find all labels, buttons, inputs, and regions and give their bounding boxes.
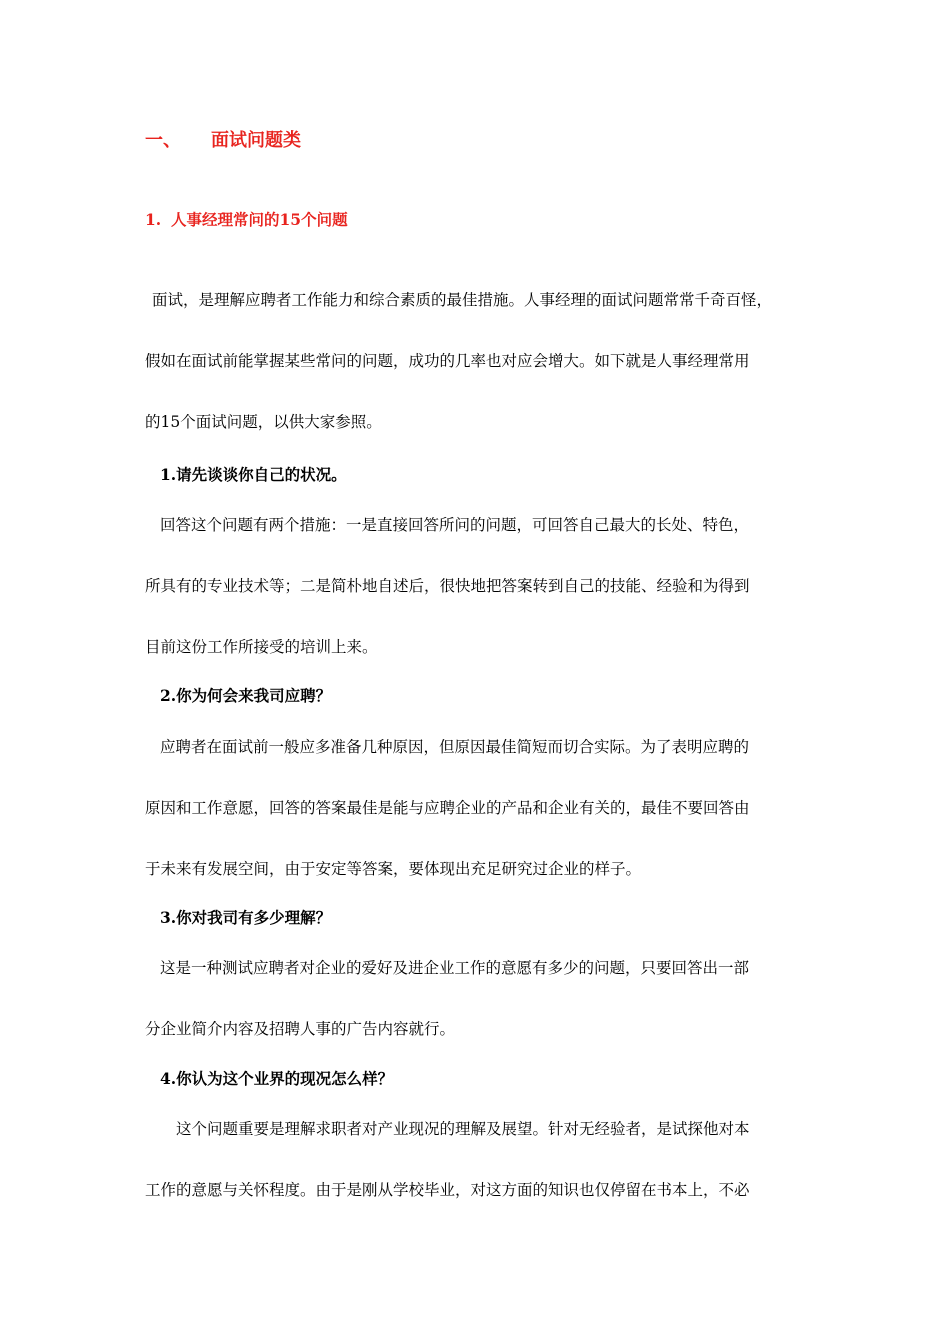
section-heading xyxy=(145,130,301,152)
answer-line: 应聘者在面试前一般应多准备几种原因，但原因最佳简短而切合实际。为了表明应聘的 xyxy=(160,738,750,756)
answer-line: 分企业简介内容及招聘人事的广告内容就行。 xyxy=(145,1020,456,1038)
subsection-heading xyxy=(145,210,348,230)
subsection-title: 人事经理常问的15个问题 xyxy=(171,210,348,229)
answer-line: 所具有的专业技术等；二是简朴地自述后，很快地把答案转到自己的技能、经验和为得到 xyxy=(145,577,750,595)
answer-line: 原因和工作意愿，回答的答案最佳是能与应聘企业的产品和企业有关的，最佳不要回答由 xyxy=(145,799,750,817)
section-title: 面试问题类 xyxy=(211,130,301,151)
answer-line: 回答这个问题有两个措施：一是直接回答所问的问题，可回答自己最大的长处、特色， xyxy=(160,516,750,534)
answer-line: 这是一种测试应聘者对企业的爱好及进企业工作的意愿有多少的问题，只要回答出一部 xyxy=(160,959,750,977)
intro-line: 的15个面试问题，以供大家参照。 xyxy=(145,413,382,431)
question-heading: 3.你对我司有多少理解？ xyxy=(160,908,332,927)
question-heading: 4.你认为这个业界的现况怎么样？ xyxy=(160,1069,394,1088)
question-heading: 1.请先谈谈你自己的状况。 xyxy=(160,465,347,484)
intro-line: 假如在面试前能掌握某些常问的问题，成功的几率也对应会增大。如下就是人事经理常用 xyxy=(145,352,750,370)
intro-line: 面试，是理解应聘者工作能力和综合素质的最佳措施。人事经理的面试问题常常千奇百怪， xyxy=(152,291,773,309)
section-number: 一、 xyxy=(145,130,181,151)
answer-line: 目前这份工作所接受的培训上来。 xyxy=(145,638,378,656)
question-heading: 2.你为何会来我司应聘？ xyxy=(160,686,332,705)
answer-line: 这个问题重要是理解求职者对产业现况的理解及展望。针对无经验者，是试探他对本 xyxy=(176,1120,750,1138)
answer-line: 于未来有发展空间，由于安定等答案，要体现出充足研究过企业的样子。 xyxy=(145,860,642,878)
subsection-number: 1. xyxy=(145,210,162,229)
answer-line: 工作的意愿与关怀程度。由于是刚从学校毕业，对这方面的知识也仅停留在书本上，不必 xyxy=(145,1181,750,1199)
